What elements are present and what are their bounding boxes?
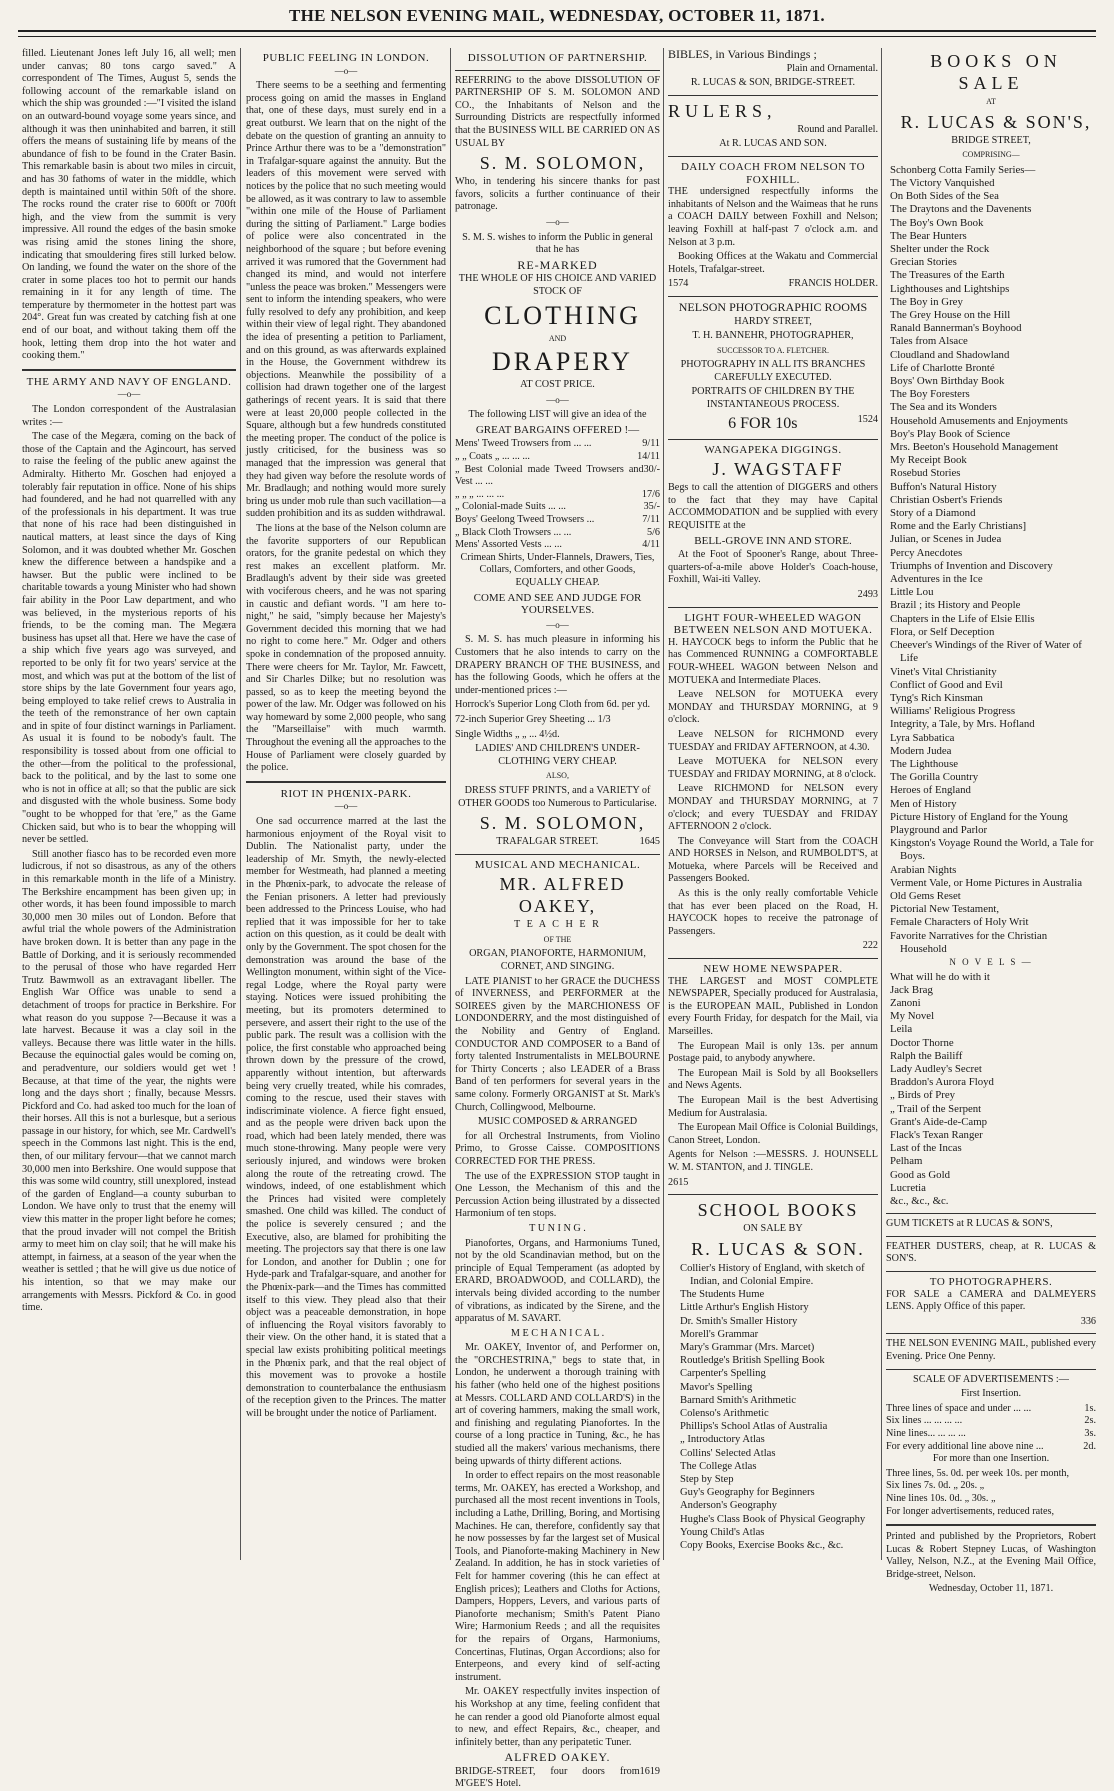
whole-stock: THE WHOLE OF HIS CHOICE AND VARIED STOCK OF [458, 273, 657, 297]
novel-title: „ Birds of Prey [890, 1089, 956, 1102]
book-title: Men of History [890, 797, 957, 810]
school-book: „ Introductory Atlas [680, 1434, 765, 1446]
novel-title: Braddon's Aurora Floyd [890, 1076, 994, 1089]
newspaper-office: The European Mail Office is Colonial Buildings, Canon Street, London. [668, 1122, 878, 1146]
book-title: My Receipt Book [890, 454, 967, 467]
oakey-name: MR. ALFRED OAKEY, [499, 874, 626, 917]
wagstaff-name: J. WAGSTAFF [712, 459, 844, 480]
rate-row [886, 1441, 1096, 1454]
trafalgar-street: TRAFALGAR STREET. [496, 836, 599, 848]
novel-title: Pelham [890, 1155, 923, 1168]
school-on-sale: ON SALE BY [743, 1223, 803, 1235]
clothing-title: CLOTHING [484, 300, 641, 330]
photographers-heading: TO PHOTOGRAPHERS. [929, 1276, 1053, 1288]
school-book: Mavor's Spelling [680, 1381, 753, 1393]
repairs-text: In order to effect repairs on the most reasonable terms, Mr. OAKEY, has erected a Workshop, and purchased all the most recent inventions in Tools, including a Lathe, Drilling, Boring, and Mortising Machines. He can, therefore, confidently say that he now possesses by far the largest set of Musical Tools, and Pianoforte-making Machinery in New Zealand. In addition, he has in stock varieties of Felt for hammer covering (this he can effect at English prices); Leathers and Cloths for Actions, Dampers, Hoppers, Levers, and various parts of Pianoforte mechanism; Smith's Patent Piano Wire; Harmonium Reeds ; and all the requisites for the repairs of Organs, Harmoniums, Concertinas, Flutinas, Organ Accordions; also for Enterpeons, and every kind of self-acting instrument. [455, 1470, 660, 1683]
army-navy-heading: THE ARMY AND NAVY OF ENGLAND. [26, 375, 232, 388]
book-title: Triumphs of Invention and Discovery [890, 559, 1053, 572]
oakey-signature: ALFRED OAKEY. [504, 1750, 611, 1765]
divider [246, 781, 446, 783]
book-title: Cheever's Windings of the River of Water of Life [890, 639, 1082, 665]
book-title: Chapters in the Life of Elsie Ellis [890, 612, 1035, 625]
ornament: —o— [546, 619, 569, 630]
school-book: Little Arthur's English History [680, 1302, 809, 1314]
divider [886, 1333, 1096, 1334]
books-sale-heading: BOOKS ON SALE [930, 51, 1062, 93]
book-title: Arabian Nights [890, 863, 957, 876]
coach-heading: DAILY COACH FROM NELSON TO FOXHILL. [680, 160, 866, 186]
rulers-seller: At R. LUCAS AND SON. [719, 138, 827, 150]
price-row-item: Boys' Geelong Tweed Trowsers ... [455, 514, 595, 526]
book-title: Playground and Parlor [890, 823, 988, 836]
book-title: The Lighthouse [890, 757, 959, 770]
book-title: Little Lou [890, 586, 934, 599]
school-books-list [668, 1262, 878, 1552]
book-title: Verment Vale, or Home Pictures in Australia [890, 876, 1083, 889]
column-4 [668, 48, 878, 1558]
public-feeling-para: The lions at the base of the Nelson column are the favorite supporters of our Republican orators, for the granite pedestal on which they rest makes an excellent platform. Mr. Bradlaugh's advent by their side was greeted with vociferous cheers, and he was not sparing in caustic and defiant words. "I am here to-night," he said, "simply because her Majesty's Government decided this morning that we had no right to come here." Mr. Odger and others spoke in condemnation of the proposed annuity. There were cheers for Mr. Taylor, Mr. Fawcett, and Sir Charles Dilke; but no resolution was passed, so as to keep the meeting beyond the power of the law. Mr. Odger was followed on his way homeward by some 2,000 people, who sang the "Marseillaise" with much warmth. Throughout the evening all the approaches to the House of Parliament were closely guarded by the police. [246, 522, 446, 774]
dissolution-notice: REFERRING to the above DISSOLUTION OF PARTNERSHIP OF S. M. SOLOMON AND CO., the Inhabitants of Nelson and the Surrounding Districts are respectfully informed that the BUSINESS WILL BE CARRIED ON AS USUAL BY [455, 74, 660, 149]
photo-portraits: PORTRAITS OF CHILDREN BY THE INSTANTANEOUS PROCESS. [691, 386, 855, 411]
school-book: Copy Books, Exercise Books &c., &c. [680, 1539, 844, 1551]
book-title: Kingston's Voyage Round the World, a Tale for Boys. [890, 837, 1094, 863]
column-1 [22, 48, 236, 1558]
book-title: Ranald Bannerman's Boyhood [890, 322, 1022, 335]
book-title: Buffon's Natural History [890, 480, 997, 493]
price-row [455, 464, 660, 489]
novel-title: Lady Audley's Secret [890, 1062, 982, 1075]
divider [668, 958, 878, 959]
rate-row-price: 3s. [1084, 1427, 1096, 1439]
photo-successor: SUCCESSOR TO A. FLETCHER. [717, 345, 829, 355]
book-title: Picture History of England for the Young [890, 810, 1068, 823]
book-title: The Bear Hunters [890, 229, 967, 242]
book-title: Percy Anecdotes [890, 546, 963, 559]
price-row [455, 451, 660, 464]
price-row [455, 489, 660, 502]
imprint: Printed and published by the Proprietors, Robert Lucas & Robert Stepney Lucas, of Washington Valley, Nelson, N.Z., at the Evening Mail Office, Bridge-street, Nelson. [886, 1531, 1096, 1580]
bridge-street: BRIDGE-STREET, four doors from M'GEE'S Hotel. [455, 1765, 640, 1790]
coach-office: Booking Offices at the Wakatu and Commercial Hotels, Trafalgar-street. [668, 251, 878, 275]
photo-price: 6 FOR 10s [728, 414, 798, 432]
rulers-ad-line: Round and Parallel. [797, 123, 878, 135]
coach-signature: FRANCIS HOLDER. [788, 278, 878, 290]
evening-mail-notice: THE NELSON EVENING MAIL, published every Evening. Price One Penny. [886, 1338, 1096, 1362]
riot-heading: RIOT IN PHŒNIX-PARK. [280, 787, 412, 800]
divider [886, 1369, 1096, 1370]
camera-for-sale: FOR SALE a CAMERA and DALMEYERS LENS. Apply Office of this paper. [886, 1288, 1096, 1313]
tuning-text: Pianofortes, Organs, and Harmoniums Tuned, not by the old Scandinavian method, but on the principle of Equal Temperament (as adopted by ERARD, BROADWOOD, and COLLARD), the intervals being divided according to the number of vibrations, as indicated by the Sirene, and the apparatus of M. SAVART. [455, 1237, 660, 1325]
ladies-clothing: LADIES' AND CHILDREN'S UNDER-CLOTHING VERY CHEAP. [475, 743, 640, 767]
ornament: —o— [546, 216, 569, 227]
school-book: Phillips's School Atlas of Australia [680, 1421, 828, 1433]
photo-name: T. H. BANNEHR, PHOTOGRAPHER, [692, 330, 854, 342]
divider [886, 1213, 1096, 1214]
list-intro: The following LIST will give an idea of the [468, 409, 647, 421]
book-title: Shelter under the Rock [890, 243, 990, 255]
rate-row-price: 2s. [1084, 1415, 1096, 1427]
book-title: Heroes of England [890, 784, 971, 797]
book-title: The Boy Foresters [890, 388, 970, 401]
school-book: Young Child's Atlas [680, 1526, 765, 1538]
musical-heading: MUSICAL AND MECHANICAL. [474, 858, 641, 871]
book-title: Brazil ; its History and People [890, 599, 1021, 612]
solomon-wishes: S. M. S. wishes to inform the Public in general that he has [462, 231, 653, 256]
book-title: Flora, or Self Deception [890, 625, 995, 638]
book-title: Old Gems Reset [890, 889, 961, 902]
newspaper-heading: NEW HOME NEWSPAPER. [703, 963, 843, 976]
coach-text: THE undersigned respectfully informs the inhabitants of Nelson and the Waimeas that he runs a COACH DAILY between Foxhill and Nelson; leaving Foxhill at half-past 7 o'clock a.m. and Nelson at 3 p.m. [668, 186, 878, 248]
ad-ref: 1574 [668, 278, 689, 290]
book-title: Boy's Play Book of Science [890, 427, 1011, 440]
more-insertion: For more than one Insertion. [932, 1453, 1050, 1465]
book-title: Tyng's Rich Kinsman [890, 691, 983, 704]
price-row-item: Mens' Assorted Vests ... ... [455, 539, 562, 551]
price-row [455, 501, 660, 514]
price-row-price: 14/11 [637, 451, 660, 463]
newspaper-text: THE LARGEST and MOST COMPLETE NEWSPAPER, Specially produced for Australasia, is the EUROPEAN MAIL, Published in London every Fourth Friday, for despatch for the Mail, via Marseilles. [668, 975, 878, 1037]
divider [668, 439, 878, 440]
book-title: Female Characters of Holy Writ [890, 916, 1029, 929]
photo-branches: PHOTOGRAPHY IN ALL ITS BRANCHES CAREFULLY EXECUTED. [680, 359, 866, 383]
riot-para: One sad occurrence marred at the last the harmonious enjoyment of the Royal visit to Dublin. The Nationalist party, under the leadership of Mr. Smyth, the newly-elected member for Westmeath, had planned a meeting in the Phœnix-park, to advocate the release of the Fenian prisoners. A letter had previously been addressed to the Princess Louise, who had replied that it was impossible for her to take action on this question, as it could be dealt with only by the Government. The spot chosen for the demonstration was around the base of the Wellington monument, within sight of the Vice-regal Lodge, where the Royal party were staying. Notices were issued prohibiting the meeting, but its promoters determined to persevere, and assert their right to the use of the public park. The result was a collision with the police, the first constable who approached being thrown down by the pressure of the crowd, apparently without intention, but afterwards being very cruelly treated, while his comrades, coming to the rescue, used their staves with indiscriminate violence. A fierce fight ensued, and as the people were driven back upon the road, which had been lately mended, there was much stone-throwing. Many people were very seriously injured, and windows were broken along the route of the retreating crowd. The windows, indeed, of one establishment which the Princes had visited were completely smashed. One child was killed. The conduct of the police is severely censured ; and the Executive, also, are blamed for prohibiting the meeting. The projectors say that there is one law for London, and another for Dublin ; one for Hyde-park and Trafalgar-square, and another for the Phœnix-park—and the Times has committed itself to this view. They plead also that their object was a peaceable demonstration, in hope of influencing the Royal visitors favorably to their view. On the other hand, it is stated that a special law exists prohibiting political meetings in the Phœnix park, and that the real object of this movement was to provoke a hostile demonstration to counterbalance the enthusiasm of the reception given to the Princes. The matter will be brought under the notice of Parliament. [246, 816, 446, 1419]
rates2-list [886, 1468, 1096, 1506]
masthead: THE NELSON EVENING MAIL, WEDNESDAY, OCTOBER 11, 1871. [289, 6, 825, 25]
price-row-item: „ „ Coats „ ... ... ... [455, 451, 530, 463]
army-navy-para: The case of the Megæra, coming on the back of those of the Captain and the Agincourt, has served to raise the feeling of the public anew against the Admiralty. Hitherto Mr. Goschen had enjoyed a tolerably fair reputation in office. None of his ships had foundered, and he had not quarrelled with any of the professionals in his department. It was true that none of his race had been distinguished in nautical matters, at least since the days of King Solomon, and it was doubted whether Mr. Goschen knew the difference between a handspike and a hawser. But the public were inclined to be charitable towards a young Minister who had shown fair ability in the Poor Law department, and who was believed, in the mysterious reports of his friends, to be the coming man. The Megæra business has upset all that. Here we have the case of a ship which five years ago was surveyed, and reported to be only fit for two years' service at the most, and which was put at the bottom of the list of store ships by the late Government four years ago, being employed to take relief crews to Australia in the teeth of the remonstrance of her own captain and in spite of four distinct warnings in Parliament. As usual it is found to be nobody's fault. The responsibility is tossed about from one official to the other—from the political to the professional, back to the political, and by the last to some one who is not in office at all; so that the public are sick and disgusted with the whole business. Some body "ought to be whopped for that 'ere," as the Game Chicken said, but who is to bear the whopping will never be settled. [22, 431, 236, 846]
rate-line: Six lines 7s. 0d. „ 20s. „ [886, 1480, 985, 1492]
wagon-timetable: Leave NELSON for RICHMOND every TUESDAY and FRIDAY AFTERNOON, at 4.30. [668, 728, 878, 753]
column-divider [663, 48, 664, 1560]
school-book: Anderson's Geography [680, 1500, 777, 1512]
cost-price: AT COST PRICE. [520, 379, 595, 391]
wagon-only: As this is the only really comfortable Vehicle that has ever been placed on the Road, H. HAYCOCK hopes to receive the patronage of Passengers. [668, 888, 878, 937]
divider [886, 1524, 1096, 1526]
mechanical-text: Mr. OAKEY, Inventor of, and Performer on, the "ORCHESTRINA," begs to state that, in London, he underwent a thorough training with his father (who held one of the highest positions at Messrs. COLLARD AND COLLARD'S) in the art of covering hammers, making the small work, and finishing and regulating Pianofortes. In the course of a long practice in Tuning, &c., he has studied all the makers' various mechanisms, there being upwards of thirty different actions. [455, 1342, 660, 1467]
school-book: Dr. Smith's Smaller History [680, 1315, 798, 1327]
bibles-seller: R. LUCAS & SON, BRIDGE-STREET. [690, 77, 856, 89]
novel-title: Leila [890, 1023, 913, 1036]
rate-line: Nine lines 10s. 0d. „ 30s. „ [886, 1492, 996, 1504]
ad-ref: 2615 [668, 1176, 689, 1188]
novel-title: Doctor Thorne [890, 1036, 954, 1049]
longer-ads: For longer advertisements, reduced rates, [886, 1505, 1055, 1517]
rate-row-price: 2d. [1083, 1440, 1096, 1452]
books-list [886, 164, 1096, 956]
column-5 [886, 48, 1096, 1595]
orchestral: for all Orchestral Instruments, from Violino Primo, to Grosse Caisse. COMPOSITIONS CORRECTED FOR THE PRESS. [455, 1130, 660, 1167]
book-title: Integrity, a Tale, by Mrs. Hofland [890, 718, 1035, 731]
divider [668, 1194, 878, 1195]
divider [22, 369, 236, 371]
divider [668, 95, 878, 96]
column-2 [246, 48, 446, 1558]
wangapeka-heading: WANGAPEKA DIGGINGS. [704, 443, 842, 456]
ornament: —o— [334, 801, 358, 812]
novels-heading: N O V E L S — [949, 956, 1033, 967]
novel-title: „ Trail of the Serpent [890, 1102, 982, 1115]
rate-row-item: Nine lines... ... ... ... [886, 1427, 966, 1439]
cloth-price: Single Widths „ „ ... 4½d. [455, 728, 560, 740]
book-title: Grecian Stories [890, 256, 957, 269]
ad-ref: 2493 [857, 589, 878, 600]
rate-row-price: 1s. [1084, 1402, 1096, 1414]
also-word: ALSO, [546, 771, 569, 781]
feather-dusters: FEATHER DUSTERS, cheap, at R. LUCAS & SON'S. [886, 1240, 1096, 1265]
book-title: Favorite Narratives for the Christian Household [890, 929, 1048, 955]
imprint-date: Wednesday, October 11, 1871. [928, 1583, 1054, 1595]
public-feeling-heading: PUBLIC FEELING IN LONDON. [262, 52, 430, 64]
book-title: The Grey House on the Hill [890, 309, 1011, 322]
school-book: Collier's History of England, with sketch of Indian, and Colonial Empire. [680, 1262, 865, 1287]
rate-row [886, 1428, 1096, 1441]
oakey-credentials: LATE PIANIST to her GRACE the DUCHESS of INVERNESS, and PERFORMER at the SOIREES given by the MARCHIONESS OF LONDONDERRY, and the most distinguished of the Nobility and Gentry of England. CONDUCTOR AND COMPOSER to a Band of forty talented Instrumentalists in MELBOURNE for Thirty Concerts ; also LEADER of a Brass Band of ten performers for several years in the same colony. Formerly ORGANIST at St. Mark's Church, Collingwood, Melbourne. [455, 975, 660, 1113]
book-title: Mrs. Beeton's Household Management [890, 441, 1059, 454]
book-title: The Sea and its Wonders [890, 401, 997, 414]
rate-row [886, 1415, 1096, 1428]
crimean-goods: Crimean Shirts, Under-Flannels, Drawers, Ties, Collars, Comforters, and other Goods, EQUALLY CHEAP. [460, 551, 655, 588]
divider [886, 1271, 1096, 1272]
newspaper-best: The European Mail is the best Advertising Medium for Australasia. [668, 1094, 878, 1119]
novel-title: Ralph the Bailiff [890, 1049, 963, 1062]
price-row-item: „ Black Cloth Trowsers ... ... [455, 526, 572, 538]
school-book: Step by Step [680, 1473, 734, 1485]
rate-row-item: Three lines of space and under ... ... [886, 1402, 1032, 1414]
school-book: Routledge's British Spelling Book [680, 1355, 825, 1367]
rate-line: Three lines, 5s. 0d. per week 10s. per month, [886, 1467, 1070, 1479]
ad-ref: 222 [862, 940, 878, 952]
comprising: COMPRISING— [962, 150, 1020, 160]
cloth-price: Horrock's Superior Long Cloth from 6d. per yd. [455, 699, 651, 711]
book-title: Pictorial New Testament, [890, 903, 1000, 916]
book-title: Boys' Own Birthday Book [890, 375, 1005, 388]
school-books-heading: SCHOOL BOOKS [697, 1200, 859, 1221]
price-row-item: „ Colonial-made Suits ... ... [455, 501, 566, 513]
school-book: Barnard Smith's Arithmetic [680, 1394, 797, 1406]
bell-grove-inn: BELL-GROVE INN AND STORE. [694, 534, 852, 547]
solomon-thanks: Who, in tendering his sincere thanks for past favors, solicits a further continuance of their patronage. [455, 176, 660, 213]
novel-title: Jack Brag [890, 983, 933, 996]
school-book: Guy's Geography for Beginners [680, 1487, 815, 1499]
book-title: Modern Judea [890, 744, 952, 757]
school-book: Morell's Grammar [680, 1328, 759, 1340]
book-title: Rosebud Stories [890, 467, 961, 480]
novel-title: Lucretia [890, 1181, 926, 1194]
newspaper-price: The European Mail is only 13s. per annum Postage paid, to anybody anywhere. [668, 1040, 878, 1065]
book-title: The Victory Vanquished [890, 176, 995, 189]
wagon-timetable: Leave NELSON for MOTUEKA every MONDAY and THURSDAY MORNING, at 9 o'clock. [668, 689, 878, 726]
solomon-name: S. M. SOLOMON, [479, 153, 646, 174]
teacher: T E A C H E R [514, 919, 601, 931]
book-title: Christian Osbert's Friends [890, 493, 1003, 506]
bibles-ad-line: Plain and Ornamental. [786, 62, 878, 74]
school-seller: R. LUCAS & SON. [691, 1238, 865, 1259]
books-street: BRIDGE STREET, [951, 134, 1031, 146]
school-book: Carpenter's Spelling [680, 1368, 766, 1380]
book-title: Conflict of Good and Evil [890, 678, 1003, 691]
school-book: Mary's Grammar (Mrs. Marcet) [680, 1341, 815, 1353]
book-title: Lighthouses and Lightships [890, 282, 1010, 295]
price-list [455, 438, 660, 551]
ad-ref: 336 [1080, 1315, 1096, 1327]
expression-stop: The use of the EXPRESSION STOP taught in One Lesson, the Mechanism of this and the Percussion Action being illustrated by a dissected Harmonium of ten stops. [455, 1170, 660, 1220]
novel-title: &c., &c., &c. [890, 1195, 949, 1208]
book-title: Story of a Diamond [890, 507, 976, 520]
photo-street: HARDY STREET, [734, 315, 812, 327]
books-seller: R. LUCAS & SON'S, [900, 111, 1092, 132]
rate-row-item: For every additional line above nine ... [886, 1440, 1044, 1452]
divider [455, 70, 660, 71]
price-row-price: 5/6 [646, 526, 660, 538]
book-title: Julian, or Scenes in Judea [890, 533, 1002, 546]
of-the: OF THE [543, 934, 572, 944]
newspaper-sold: The European Mail is Sold by all Booksellers and News Agents. [668, 1067, 878, 1092]
ornament: —o— [334, 65, 358, 76]
price-row-price: 17/6 [641, 488, 660, 500]
drapery-title: DRAPERY [492, 347, 633, 377]
ornament: —o— [117, 389, 141, 400]
novels-list [886, 971, 1096, 1209]
novel-title: Zanoni [890, 996, 921, 1009]
novel-title: Grant's Aide-de-Camp [890, 1115, 987, 1128]
invites-text: Mr. OAKEY respectfully invites inspection of his Workshop at any time, feeling confident that he can render a good old Pianoforte almost equal to new, and effect Repairs, &c., cheaper, and infinitely better, than any peripatetic Tuner. [455, 1686, 660, 1748]
dissolution-heading: DISSOLUTION OF PARTNERSHIP. [467, 52, 648, 64]
book-title: Tales from Alsace [890, 335, 968, 348]
gum-tickets: GUM TICKETS at R LUCAS & SON'S, [886, 1218, 1053, 1230]
column-divider [240, 48, 241, 1560]
rate-row-item: Six lines ... ... ... ... [886, 1415, 963, 1427]
ornament: —o— [546, 394, 569, 405]
column-divider [881, 48, 882, 1560]
rates-list [886, 1403, 1096, 1453]
newspaper-agents: Agents for Nelson :—MESSRS. J. HOUNSELL W. M. STANTON, and J. TINGLE. [668, 1149, 878, 1173]
tuning-heading: T U N I N G . [529, 1222, 586, 1234]
school-book: The College Atlas [680, 1460, 757, 1472]
book-title: The Boy's Own Book [890, 216, 984, 229]
at-word: AT [986, 97, 996, 106]
army-navy-intro: The London correspondent of the Australasian writes :— [22, 404, 236, 428]
book-title: The Draytons and the Davenents [890, 203, 1032, 216]
dress-stuff: DRESS STUFF PRINTS, and a VARIETY of OTHER GOODS too Numerous to Particularise. [458, 784, 657, 809]
book-title: Schonberg Cotta Family Series— [890, 163, 1036, 176]
mechanical-heading: M E C H A N I C A L . [510, 1327, 605, 1339]
price-row [455, 527, 660, 540]
book-title: On Both Sides of the Sea [890, 190, 999, 203]
book-title: Williams' Religious Progress [890, 705, 1016, 718]
rulers-ad: RULERS, [668, 100, 777, 121]
public-feeling-para: There seems to be a seething and fermenting process going on amid the masses in England that, one of these days, must surely end in a great outburst. We learn that on the night of the debate on the question of granting an annuity to Prince Arthur there was to be a "demonstration" in Trafalgar-square against the annuity. But the leaders of this movement were served with notices by the police that no such meeting would be allowed, as it was contrary to law to assemble "within one mile of the House of Parliament during the sitting of Parliament." Large bodies of police were also concentrated in the neighborhood of the square ; but before evening arrived it was rumored that the Government had changed its mind, and would not interfere "unless the peace was broken." Messengers were sent to inform the intending speakers, who were fully resolved to defy any prohibition, and keep within their view of legal right. They abandoned the idea of presenting a petition to Parliament, and on this ground, as was afterwards explained in the House, the Government withdrew its objections. Meanwhile the possibility of a collision had drawn together one of the largest gatherings of recent years. It is said that there were at least 20,000 people collected in the Square, although but a few hundreds constituted the meeting proper. The conduct of the police is justly criticised, for the business was so managed that the impression was general that they had given way before the resolute words of Mr. Bradlaugh; and nothing would more surely bring us under mob rule than such vacillation—a sudden prohibition and its as sudden withdrawal. [246, 80, 446, 520]
wagon-timetable: Leave RICHMOND for NELSON every MONDAY and THURSDAY MORNING, at 7 o'clock; and every TUESDAY and FRIDAY AFTERNOON 2 o'clock. [668, 783, 878, 833]
book-title: Vinet's Vital Christianity [890, 665, 997, 678]
and-word: AND [548, 333, 567, 343]
wagon-timetable: Leave MOTUEKA for NELSON every TUESDAY and FRIDAY MORNING, at 8 o'clock. [668, 756, 878, 780]
army-navy-para: Still another fiasco has to be recorded even more ludicrous, if not so disastrous, as any of the others in this remarkable month in the life of a Ministry. The Berkshire encampment has been given up; in other words, it has been found impossible to march 30,000 men 30 miles out of London. Before that awful trial the whole powers of the Administration have broken down. It is better than any page in the Battle of Dorking, and it is seriously recommended to the perusal of those who have regarded Herr Trutz Bawmwoll as an extravagant libeller. The English War Office was unable to send a detachment of troops for practice in Berkshire. For what reason do you suppose ?—Because it was a late harvest. Because it was a clay soil in the valleys. Because there was little water in the hills. Because the equinoctial gales would be coming on, and peradventure, our soldiers would get wet ! Because, at that time of the year, the nights were long and the days short ; finally, because Messrs. Pickford and Co. had asked too much for the loan of their horses. All this is not a burlesque, but a serious passage in our history, for which, see Mr. Cardwell's speech in the Commons last night. This is the end, then, of our military fervour—that we cannot march 30,000 men into Berkshire. One would suppose that this was some wild country, still unexplored, instead of the garden of England—a county suburban to London. We have only to trust that the enemy will view this matter in the proper light before he comes; that the proud invader will not compel the British army to meet him on clay soil; that he will make his attempt, in fairness, at a season of the year when the weather is settled ; that he will give us due notice of his intention, so that we may make our arrangements with Messrs. Pickford & Co. in good time. [22, 848, 236, 1314]
novel-title: Flack's Texan Ranger [890, 1129, 983, 1141]
price-row [455, 438, 660, 451]
price-row-price: 35/- [643, 501, 660, 513]
cloth-price: 72-inch Superior Grey Sheeting ... 1/3 [455, 713, 611, 725]
wangapeka-location: At the Foot of Spooner's Range, about Three-quarters-of-a-mile above Holder's Coach-house, Foxhill, Wai-iti Valley. [668, 549, 878, 586]
price-row-price: 30/- [643, 463, 660, 475]
book-title: Cloudland and Shadowland [890, 348, 1010, 361]
ad-ref: 1645 [639, 836, 660, 848]
scale-heading: SCALE OF ADVERTISEMENTS :— [913, 1373, 1069, 1385]
book-title: Adventures in the Ice [890, 573, 983, 586]
book-title: The Treasures of the Earth [890, 269, 1005, 282]
book-title: Household Amusements and Enjoyments [890, 414, 1068, 427]
novel-title: Last of the Incas [890, 1142, 962, 1155]
divider [886, 1236, 1096, 1237]
divider [668, 607, 878, 608]
divider [668, 156, 878, 157]
remarked: RE-MARKED [517, 257, 598, 272]
price-row [455, 539, 660, 552]
masthead-rule-thin [18, 36, 1096, 37]
photo-heading: NELSON PHOTOGRAPHIC ROOMS [678, 299, 868, 314]
price-row-price: 9/11 [642, 438, 660, 450]
school-book: Collins' Selected Atlas [680, 1447, 776, 1459]
school-book: Hughe's Class Book of Physical Geography [680, 1513, 866, 1525]
price-row [455, 514, 660, 527]
price-row-item: „ „ „ ... ... ... [455, 488, 505, 500]
bargains: GREAT BARGAINS OFFERED !— [475, 423, 640, 436]
price-row-price: 4/11 [642, 539, 660, 551]
price-row-item: „ Best Colonial made Tweed Trowsers and Vest ... ... [455, 463, 644, 488]
school-book: Colenso's Arithmetic [680, 1407, 769, 1419]
wagon-heading: LIGHT FOUR-WHEELED WAGON BETWEEN NELSON AND MOTUEKA. [673, 611, 873, 637]
book-title: The Boy in Grey [890, 295, 963, 308]
ad-ref: 1524 [857, 413, 878, 425]
masthead-rule [18, 30, 1096, 32]
come-see: COME AND SEE AND JUDGE FOR YOURSELVES. [473, 591, 642, 617]
music-composed: MUSIC COMPOSED & ARRANGED [477, 1116, 638, 1128]
price-row-price: 7/11 [642, 514, 660, 526]
column-3 [455, 48, 660, 1790]
rate-row [886, 1403, 1096, 1416]
novel-title: What will he do with it [890, 970, 990, 983]
book-title: Lyra Sabbatica [890, 731, 955, 744]
instruments: ORGAN, PIANOFORTE, HARMONIUM, CORNET, AND SINGING. [469, 948, 646, 973]
divider [455, 854, 660, 855]
ad-ref: 1619 [639, 1765, 660, 1777]
novel-title: Good as Gold [890, 1168, 950, 1181]
novel-title: My Novel [890, 1010, 935, 1023]
price-row-item: Mens' Tweed Trowsers from ... ... [455, 438, 592, 450]
divider [668, 296, 878, 297]
book-title: Life of Charlotte Bronté [890, 361, 995, 374]
column-divider [450, 48, 451, 1560]
solomon-name-2: S. M. SOLOMON, [479, 813, 646, 834]
book-title: The Gorilla Country [890, 771, 979, 784]
wagon-text: H. HAYCOCK begs to inform the Public that he has Commenced RUNNING a COMFORTABLE FOUR-WHEEL WAGON between Nelson and MOTUEKA and Intermediate Places. [668, 636, 878, 686]
book-title: Rome and the Early Christians] [890, 520, 1027, 533]
first-insertion: First Insertion. [961, 1388, 1021, 1400]
wangapeka-text: Begs to call the attention of DIGGERS and others to the fact that they may have Capital ACCOMMODATION and be supplied with every REQUISITE at the [668, 482, 878, 532]
wagon-conveyance: The Conveyance will Start from the COACH AND HORSES in Nelson, and RUMBOLDT'S, at Motueka, where Parcels will be Received and Passengers Booked. [668, 835, 878, 885]
island-article-text: filled. Lieutenant Jones left July 16, all well; men under canvas; 80 tons cargo saved." A correspondent of The Times, August 5, sends the following account of the remarkable island on which the ship was grounded :—"I visited the island on an outward-bound voyage some years since, and although it was then uninhabited and barren, it still offers the means of sustaining life by means of the abundance of fish to be found in the Crater Basin. This remarkable basin is about two miles in circuit, and has 30 fathoms of water in the middle, which depth is maintained until within 50ft of the shore. The rocks round the crater rise to 600ft or 700ft high, and the view from the summit is very impressive. All round the edges of the basin smoke was rising amid the stones lining the shore, indicating that smouldering fires still lurked below. On landing, we found the water on the shore of the crater in some places too hot to permit our hands remaining in it for any length of time. The temperature by thermometer in the hottest part was 204°. Great fun was created by catching fish at one end of our boat, and without taking them off the hook, letting them drop into the hot water and cooking them." [22, 48, 236, 362]
bibles-ad: BIBLES, in Various Bindings ; [668, 47, 817, 61]
drapery-branch: S. M. S. has much pleasure in informing his Customers that he also intends to carry on the DRAPERY BRANCH OF THE BUSINESS, and has the following Goods, which he offers at the under-mentioned prices :— [455, 634, 660, 696]
school-book: The Students Hume [680, 1289, 765, 1301]
